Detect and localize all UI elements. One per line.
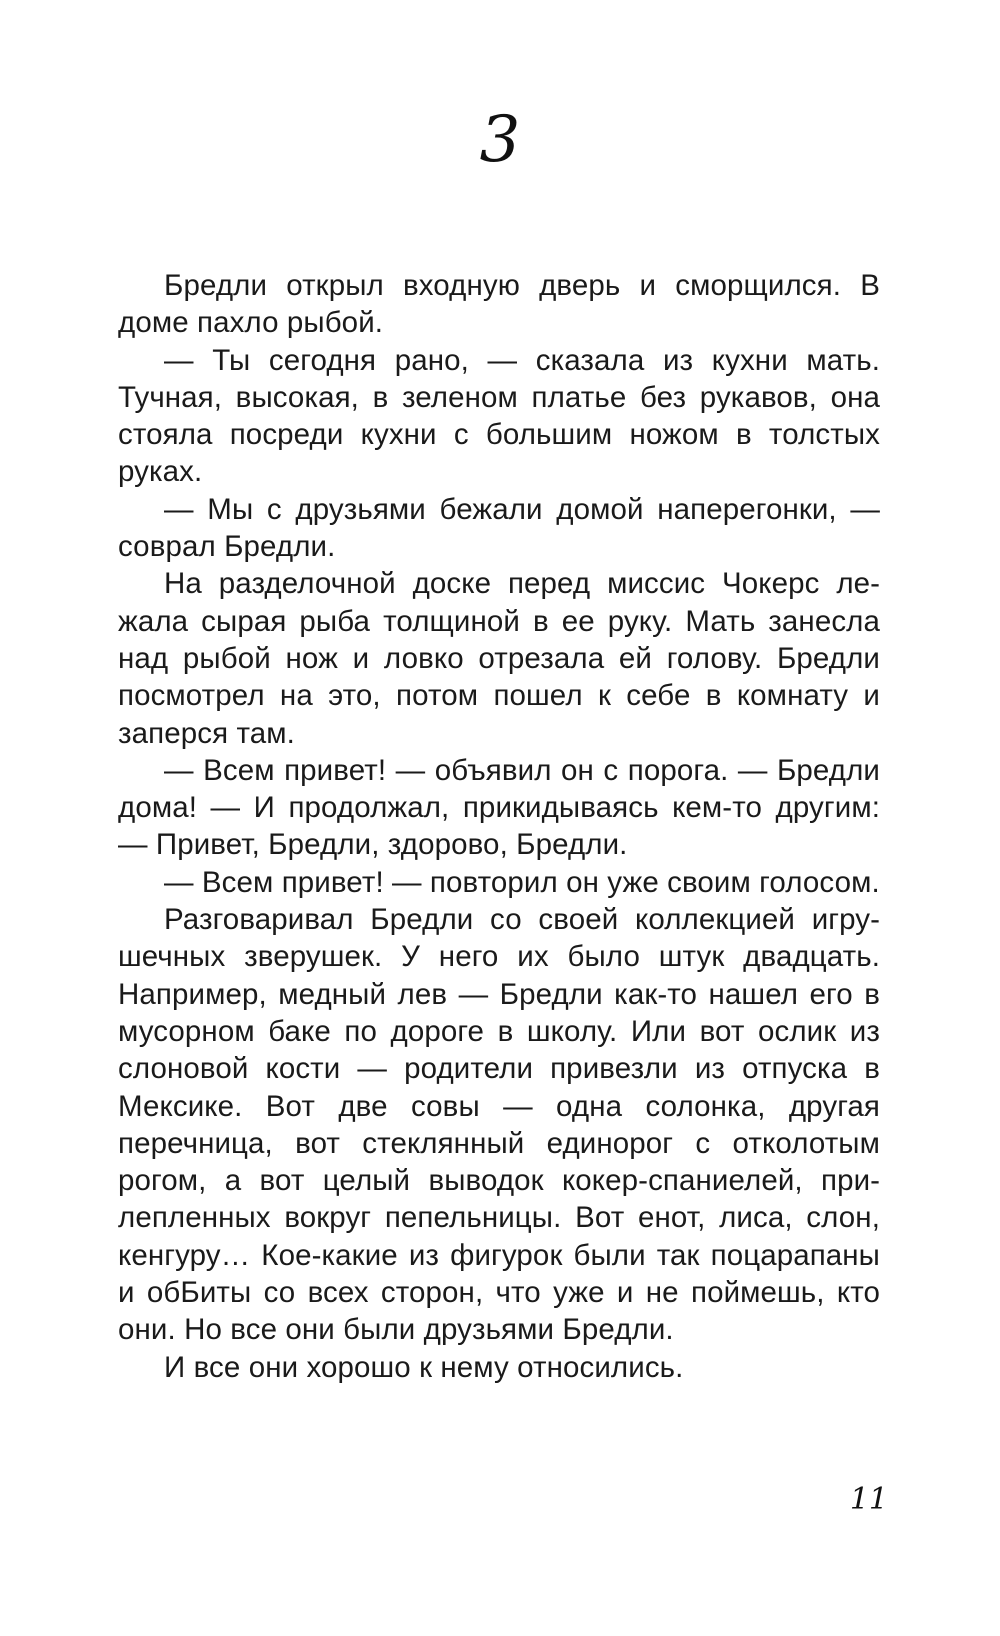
- page-number: 11: [849, 1482, 888, 1517]
- chapter-number: 3: [479, 103, 521, 177]
- paragraph: — Ты сегодня рано, — сказала из кухни мать. Тучная, высокая, в зеленом платье без рукавов, она стояла посреди кухни с большим ножом в толстых руках.: [118, 343, 880, 489]
- paragraph: На разделочной доске перед миссис Чокерс лежала сырая рыба толщиной в ее руку. Мать занесла над рыбой нож и ловко отрезала ей голову. Бредли посмотрел на это, потом пошел к себе в комнату и заперся там.: [118, 567, 880, 750]
- paragraph: Разговаривал Бредли со своей коллекцией игрушечных зверушек. У него их было штук двадцать. Например, медный лев — Бредли как-то нашел его в мусорном баке по дороге в школу. Или вот ослик из слоновой кости — родители привезли из отпуска в Мексике. Вот две совы — одна солонка, другая перечница, вот стеклянный единорог с отколотым рогом, а вот целый выводок кокер-спаниелей, прилепленных вокруг пепельницы. Вот енот, лиса, слон, кенгуру… Кое-какие из фигурок были так поцарапаны и обБиты со всех сторон, что уже и не поймешь, кто они. Но все они были друзьями Бредли.: [118, 903, 880, 1347]
- paragraph: — Всем привет! — повторил он уже своим голосом.: [164, 865, 880, 899]
- paragraph: И все они хорошо к нему относились.: [164, 1350, 684, 1384]
- paragraph: Бредли открыл входную дверь и сморщился. В доме пахло рыбой.: [118, 269, 880, 340]
- chapter-text: [118, 267, 880, 1386]
- paragraph: — Всем привет! — объявил он с порога. — Бредли дома! — И продолжал, прикидываясь кем-то другим: — Привет, Бредли, здорово, Бредли.: [118, 753, 880, 862]
- paragraph: — Мы с друзьями бежали домой наперегонки, — соврал Бредли.: [118, 492, 880, 564]
